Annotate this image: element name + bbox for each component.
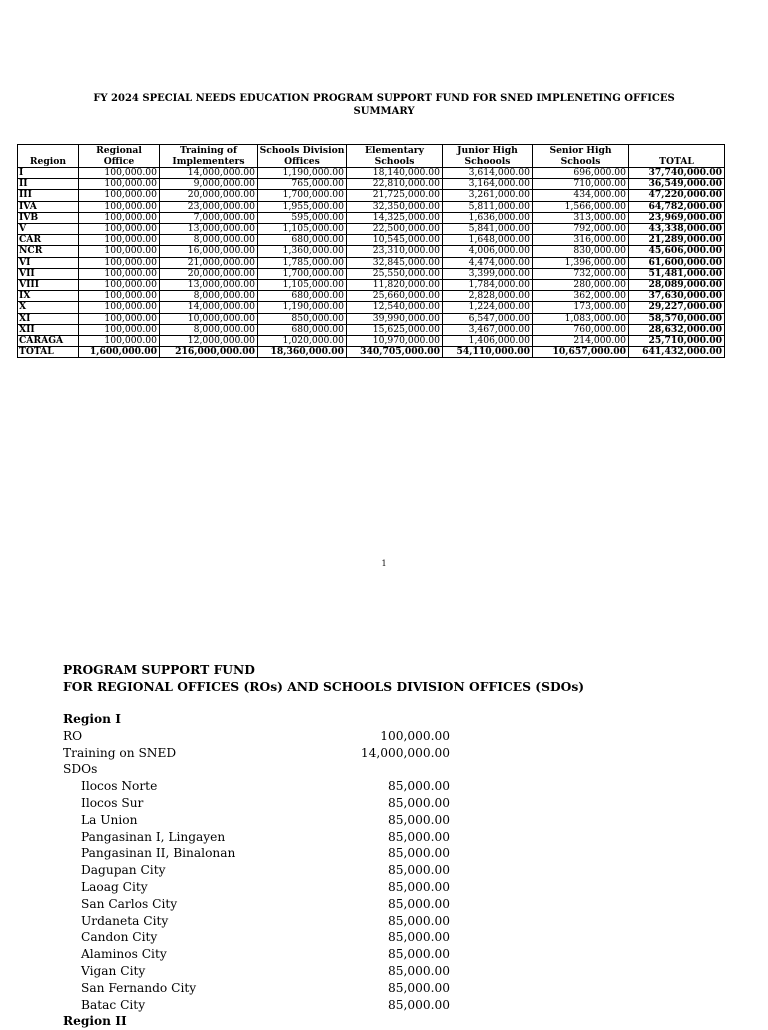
sdo-name: Pangasinan II, Binalonan [81, 846, 236, 861]
amount-cell: 1,190,000.00 [258, 168, 347, 179]
region-cell: XII [18, 324, 79, 335]
amount-cell: 1,700,000.00 [258, 190, 347, 201]
region-cell: VIII [18, 280, 79, 291]
amount-cell: 5,841,000.00 [443, 224, 533, 235]
table-row [18, 235, 725, 246]
amount-cell: 100,000.00 [79, 179, 160, 190]
amount-cell: 29,227,000.00 [629, 302, 725, 313]
amount-cell: 22,500,000.00 [347, 224, 443, 235]
list-item [63, 812, 450, 829]
total-amount: 340,705,000.00 [347, 347, 443, 358]
sdo-amount: 85,000.00 [387, 980, 450, 995]
region-heading: Region II [63, 1014, 127, 1029]
amount-cell: 6,547,000.00 [443, 313, 533, 324]
total-amount: 18,360,000.00 [258, 347, 347, 358]
region-cell: CAR [18, 235, 79, 246]
list-item [63, 997, 450, 1014]
item-amount: 14,000,000.00 [360, 745, 450, 760]
region-cell: NCR [18, 246, 79, 257]
amount-cell: 173,000.00 [533, 302, 629, 313]
column-header: TOTAL [629, 145, 725, 168]
list-item [63, 946, 450, 963]
total-amount: 216,000,000.00 [160, 347, 258, 358]
total-amount: 54,110,000.00 [443, 347, 533, 358]
amount-cell: 20,000,000.00 [160, 268, 258, 279]
sdo-name: Ilocos Sur [81, 795, 144, 810]
list-item [63, 963, 450, 980]
amount-cell: 214,000.00 [533, 336, 629, 347]
amount-cell: 100,000.00 [79, 280, 160, 291]
summary-table [17, 144, 725, 358]
amount-cell: 100,000.00 [79, 257, 160, 268]
sdo-name: Batac City [81, 997, 146, 1012]
region-cell: X [18, 302, 79, 313]
amount-cell: 4,474,000.00 [443, 257, 533, 268]
table-row [18, 179, 725, 190]
amount-cell: 760,000.00 [533, 324, 629, 335]
amount-cell: 1,636,000.00 [443, 212, 533, 223]
amount-cell: 51,481,000.00 [629, 268, 725, 279]
region-cell: IVB [18, 212, 79, 223]
amount-cell: 3,399,000.00 [443, 268, 533, 279]
amount-cell: 14,000,000.00 [160, 168, 258, 179]
sdo-name: San Fernando City [81, 980, 197, 995]
list-item [63, 929, 450, 946]
amount-cell: 1,105,000.00 [258, 224, 347, 235]
amount-cell: 3,164,000.00 [443, 179, 533, 190]
sdo-amount: 85,000.00 [387, 812, 450, 827]
item-amount: 100,000.00 [380, 728, 450, 743]
amount-cell: 36,549,000.00 [629, 179, 725, 190]
table-body [18, 168, 725, 358]
amount-cell: 1,360,000.00 [258, 246, 347, 257]
table-row [18, 302, 725, 313]
amount-cell: 14,000,000.00 [160, 302, 258, 313]
amount-cell: 280,000.00 [533, 280, 629, 291]
amount-cell: 23,000,000.00 [160, 201, 258, 212]
amount-cell: 4,006,000.00 [443, 246, 533, 257]
column-header: Junior High Schoools [443, 145, 533, 168]
amount-cell: 100,000.00 [79, 246, 160, 257]
amount-cell: 830,000.00 [533, 246, 629, 257]
amount-cell: 32,845,000.00 [347, 257, 443, 268]
amount-cell: 595,000.00 [258, 212, 347, 223]
region-heading: Region I [63, 712, 121, 726]
amount-cell: 45,606,000.00 [629, 246, 725, 257]
amount-cell: 28,089,000.00 [629, 280, 725, 291]
sdo-amount: 85,000.00 [387, 795, 450, 810]
table-row [18, 280, 725, 291]
amount-cell: 316,000.00 [533, 235, 629, 246]
region-fund-list [63, 711, 450, 1030]
list-item [63, 778, 450, 795]
sdo-name: Vigan City [81, 963, 146, 978]
table-row [18, 268, 725, 279]
sdo-amount: 85,000.00 [387, 913, 450, 928]
amount-cell: 850,000.00 [258, 313, 347, 324]
amount-cell: 100,000.00 [79, 291, 160, 302]
amount-cell: 11,820,000.00 [347, 280, 443, 291]
region-cell: V [18, 224, 79, 235]
amount-cell: 25,660,000.00 [347, 291, 443, 302]
amount-cell: 100,000.00 [79, 302, 160, 313]
sdo-name: Candon City [81, 930, 158, 945]
amount-cell: 9,000,000.00 [160, 179, 258, 190]
amount-cell: 732,000.00 [533, 268, 629, 279]
amount-cell: 1,785,000.00 [258, 257, 347, 268]
amount-cell: 765,000.00 [258, 179, 347, 190]
table-row [18, 324, 725, 335]
sdo-amount: 85,000.00 [387, 930, 450, 945]
sdo-amount: 85,000.00 [387, 846, 450, 861]
amount-cell: 8,000,000.00 [160, 291, 258, 302]
sdo-name: Alaminos City [81, 947, 167, 962]
total-amount: 641,432,000.00 [629, 347, 725, 358]
amount-cell: 1,700,000.00 [258, 268, 347, 279]
region-cell: IX [18, 291, 79, 302]
sdo-name: San Carlos City [81, 896, 178, 911]
amount-cell: 362,000.00 [533, 291, 629, 302]
amount-cell: 2,828,000.00 [443, 291, 533, 302]
amount-cell: 1,396,000.00 [533, 257, 629, 268]
amount-cell: 22,810,000.00 [347, 179, 443, 190]
amount-cell: 61,600,000.00 [629, 257, 725, 268]
amount-cell: 25,550,000.00 [347, 268, 443, 279]
amount-cell: 8,000,000.00 [160, 235, 258, 246]
amount-cell: 21,725,000.00 [347, 190, 443, 201]
amount-cell: 100,000.00 [79, 268, 160, 279]
amount-cell: 15,625,000.00 [347, 324, 443, 335]
amount-cell: 1,190,000.00 [258, 302, 347, 313]
total-amount: 10,657,000.00 [533, 347, 629, 358]
table-row [18, 224, 725, 235]
amount-cell: 1,955,000.00 [258, 201, 347, 212]
column-header: Region [18, 145, 79, 168]
list-item [63, 795, 450, 812]
amount-cell: 100,000.00 [79, 336, 160, 347]
amount-cell: 1,566,000.00 [533, 201, 629, 212]
amount-cell: 39,990,000.00 [347, 313, 443, 324]
amount-cell: 37,740,000.00 [629, 168, 725, 179]
amount-cell: 13,000,000.00 [160, 224, 258, 235]
amount-cell: 100,000.00 [79, 168, 160, 179]
list-item [63, 845, 450, 862]
item-label: RO [63, 728, 83, 743]
amount-cell: 20,000,000.00 [160, 190, 258, 201]
table-row [18, 201, 725, 212]
column-header: Senior High Schools [533, 145, 629, 168]
item-label: Training on SNED [63, 745, 177, 760]
sdo-name: Urdaneta City [81, 913, 169, 928]
amount-cell: 100,000.00 [79, 190, 160, 201]
total-row [18, 347, 725, 358]
amount-cell: 696,000.00 [533, 168, 629, 179]
amount-cell: 313,000.00 [533, 212, 629, 223]
amount-cell: 3,614,000.00 [443, 168, 533, 179]
document-subtitle: SUMMARY [353, 106, 415, 117]
amount-cell: 10,545,000.00 [347, 235, 443, 246]
amount-cell: 1,083,000.00 [533, 313, 629, 324]
sdo-amount: 85,000.00 [387, 829, 450, 844]
table-row [18, 257, 725, 268]
amount-cell: 10,000,000.00 [160, 313, 258, 324]
table-row [18, 246, 725, 257]
amount-cell: 10,970,000.00 [347, 336, 443, 347]
amount-cell: 3,261,000.00 [443, 190, 533, 201]
amount-cell: 18,140,000.00 [347, 168, 443, 179]
amount-cell: 23,969,000.00 [629, 212, 725, 223]
section-heading-line1: PROGRAM SUPPORT FUND [63, 662, 255, 677]
sdo-name: La Union [81, 812, 138, 827]
amount-cell: 1,224,000.00 [443, 302, 533, 313]
list-item [63, 913, 450, 930]
amount-cell: 28,632,000.00 [629, 324, 725, 335]
sdo-name: Ilocos Norte [81, 779, 158, 794]
amount-cell: 23,310,000.00 [347, 246, 443, 257]
sdo-amount: 85,000.00 [387, 947, 450, 962]
sdo-amount: 85,000.00 [387, 863, 450, 878]
total-label: TOTAL [18, 347, 79, 358]
sdo-amount: 85,000.00 [387, 963, 450, 978]
amount-cell: 47,220,000.00 [629, 190, 725, 201]
sdo-list [63, 778, 450, 1013]
amount-cell: 100,000.00 [79, 212, 160, 223]
region-cell: IVA [18, 201, 79, 212]
table-row [18, 313, 725, 324]
table-row [18, 168, 725, 179]
amount-cell: 5,811,000.00 [443, 201, 533, 212]
list-item [63, 879, 450, 896]
amount-cell: 680,000.00 [258, 291, 347, 302]
table-row [18, 190, 725, 201]
section-heading [63, 661, 584, 696]
list-item [63, 896, 450, 913]
sdo-name: Pangasinan I, Lingayen [81, 829, 226, 844]
sdo-amount: 85,000.00 [387, 779, 450, 794]
list-item [63, 862, 450, 879]
amount-cell: 21,289,000.00 [629, 235, 725, 246]
column-header: Regional Office [79, 145, 160, 168]
list-item [63, 761, 450, 778]
section-heading-line2: FOR REGIONAL OFFICES (ROs) AND SCHOOLS DIVISION OFFICES (SDOs) [63, 679, 585, 695]
amount-cell: 1,105,000.00 [258, 280, 347, 291]
amount-cell: 14,325,000.00 [347, 212, 443, 223]
amount-cell: 100,000.00 [79, 201, 160, 212]
list-item [63, 829, 450, 846]
amount-cell: 100,000.00 [79, 313, 160, 324]
amount-cell: 16,000,000.00 [160, 246, 258, 257]
table-header-row [18, 145, 725, 168]
amount-cell: 792,000.00 [533, 224, 629, 235]
amount-cell: 58,570,000.00 [629, 313, 725, 324]
region-cell: CARAGA [18, 336, 79, 347]
amount-cell: 12,540,000.00 [347, 302, 443, 313]
total-amount: 1,600,000.00 [79, 347, 160, 358]
amount-cell: 25,710,000.00 [629, 336, 725, 347]
amount-cell: 64,782,000.00 [629, 201, 725, 212]
region-cell: II [18, 179, 79, 190]
sdo-name: Laoag City [81, 879, 148, 894]
region-cell: I [18, 168, 79, 179]
item-label: SDOs [63, 762, 98, 777]
sdo-amount: 85,000.00 [387, 879, 450, 894]
amount-cell: 8,000,000.00 [160, 324, 258, 335]
sdo-name: Dagupan City [81, 863, 166, 878]
amount-cell: 1,784,000.00 [443, 280, 533, 291]
amount-cell: 21,000,000.00 [160, 257, 258, 268]
amount-cell: 100,000.00 [79, 324, 160, 335]
amount-cell: 7,000,000.00 [160, 212, 258, 223]
region-cell: VII [18, 268, 79, 279]
amount-cell: 13,000,000.00 [160, 280, 258, 291]
sdo-amount: 85,000.00 [387, 896, 450, 911]
table-row [18, 212, 725, 223]
region-cell: VI [18, 257, 79, 268]
column-header: Training of Implementers [160, 145, 258, 168]
list-item [63, 745, 450, 762]
amount-cell: 1,020,000.00 [258, 336, 347, 347]
amount-cell: 100,000.00 [79, 235, 160, 246]
amount-cell: 37,630,000.00 [629, 291, 725, 302]
amount-cell: 434,000.00 [533, 190, 629, 201]
amount-cell: 1,648,000.00 [443, 235, 533, 246]
table-row [18, 336, 725, 347]
amount-cell: 12,000,000.00 [160, 336, 258, 347]
document-title: FY 2024 SPECIAL NEEDS EDUCATION PROGRAM SUPPORT FUND FOR SNED IMPLENETING OFFICES [93, 93, 675, 104]
sdo-amount: 85,000.00 [387, 997, 450, 1012]
amount-cell: 3,467,000.00 [443, 324, 533, 335]
amount-cell: 680,000.00 [258, 324, 347, 335]
amount-cell: 1,406,000.00 [443, 336, 533, 347]
amount-cell: 32,350,000.00 [347, 201, 443, 212]
list-item [63, 728, 450, 745]
list-item [63, 980, 450, 997]
table-row [18, 291, 725, 302]
page-number: 1 [381, 559, 387, 568]
amount-cell: 680,000.00 [258, 235, 347, 246]
column-header: Schools Division Offices [258, 145, 347, 168]
amount-cell: 710,000.00 [533, 179, 629, 190]
region-cell: III [18, 190, 79, 201]
region-cell: XI [18, 313, 79, 324]
amount-cell: 100,000.00 [79, 224, 160, 235]
amount-cell: 43,338,000.00 [629, 224, 725, 235]
column-header: Elementary Schools [347, 145, 443, 168]
